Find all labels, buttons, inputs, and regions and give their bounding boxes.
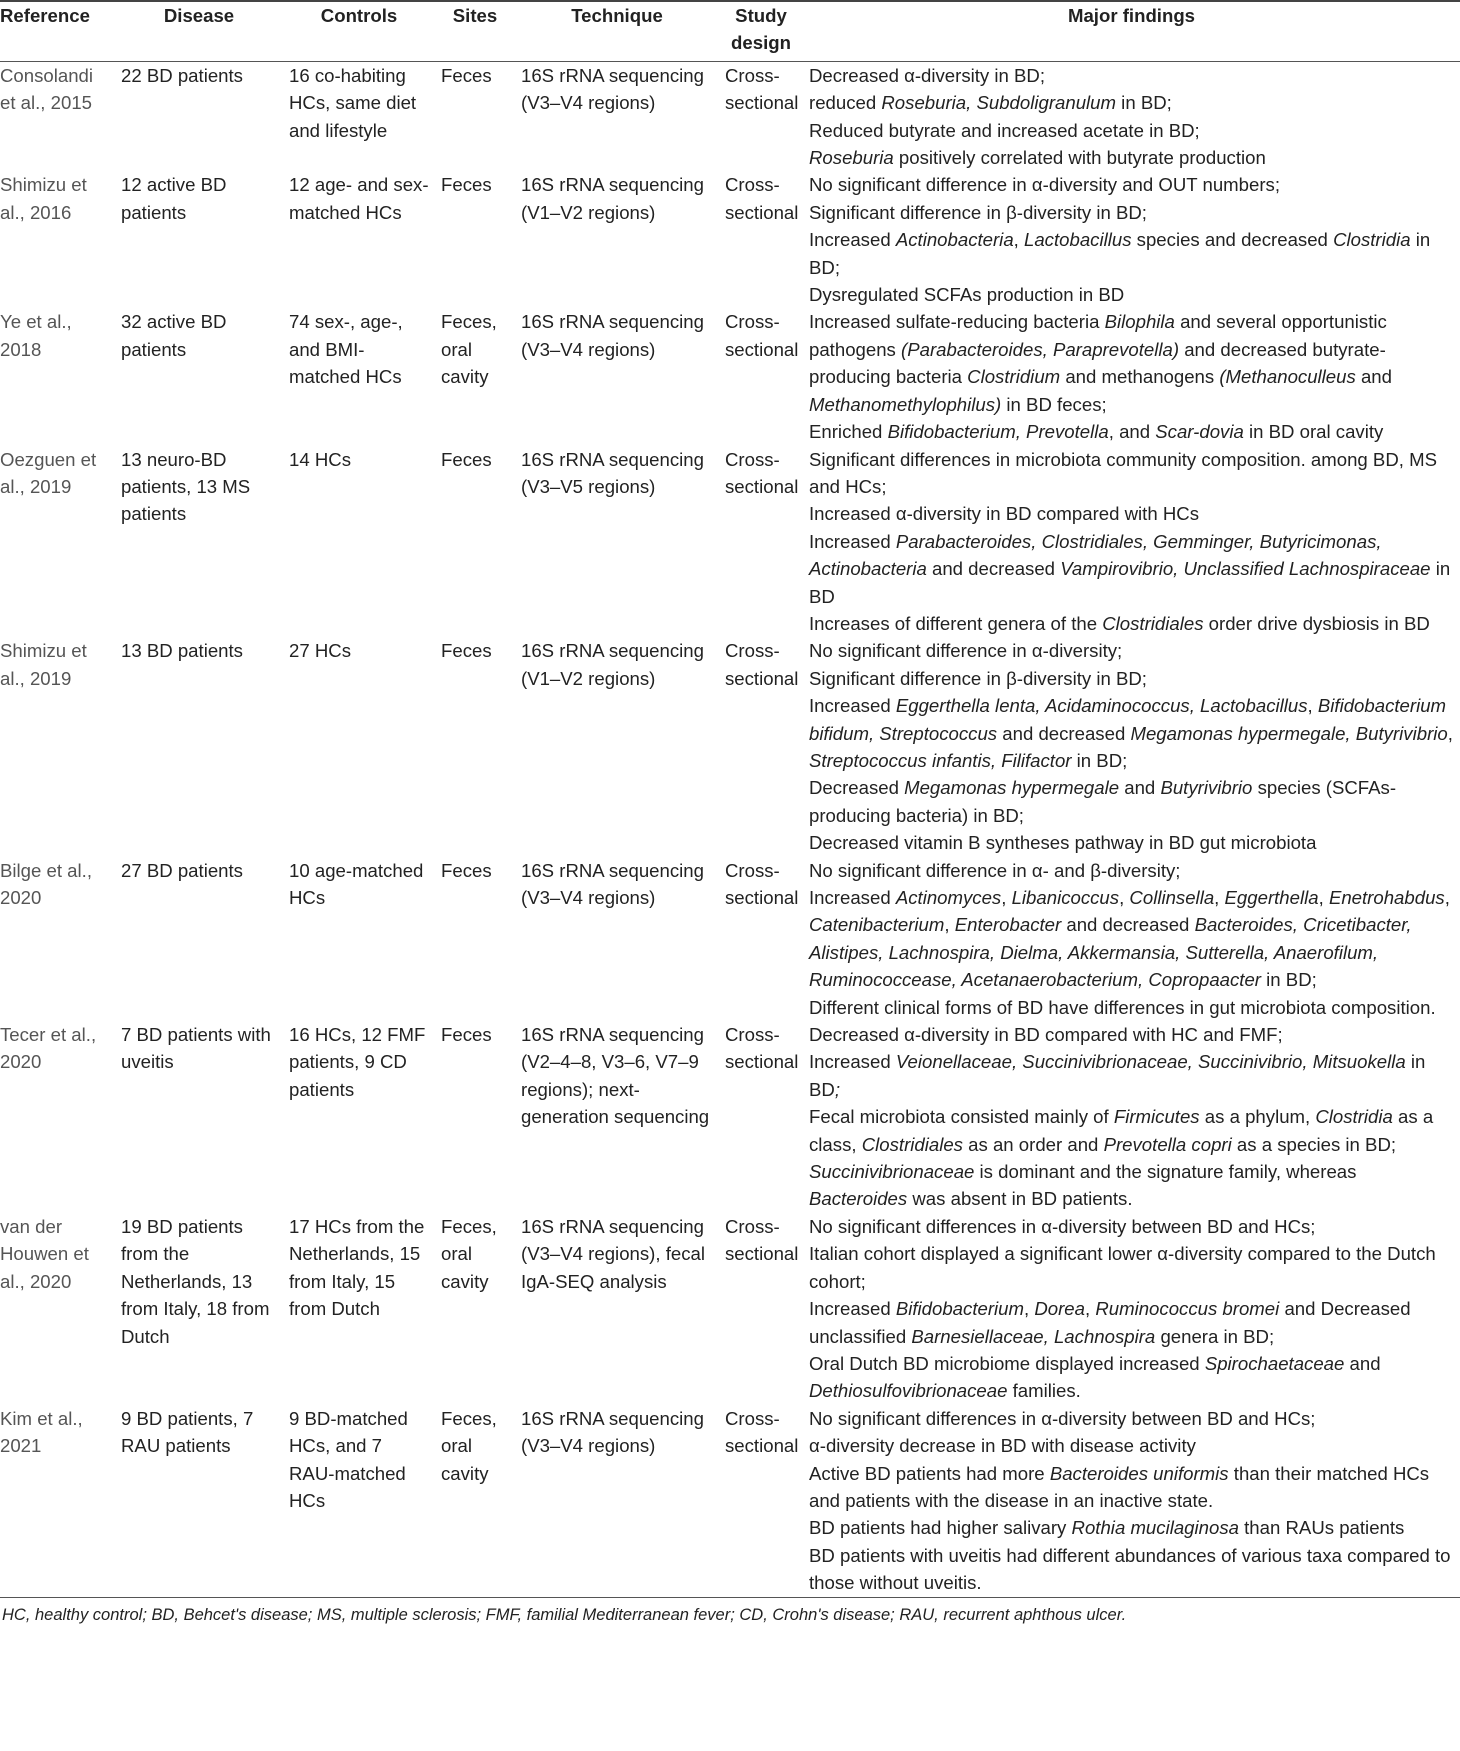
table-row [0,1405,1460,1597]
study-design-cell: Cross-sectional [725,1407,799,1457]
table-row [0,857,1460,1021]
study-design-cell: Cross-sectional [725,1215,799,1265]
technique-cell: 16S rRNA sequencing (V3–V4 regions) [521,311,704,360]
finding-line: Increased Actinomyces, Libanicoccus, Collinsella, Eggerthella, Enetrohabdus, Catenibacterium, Enterobacter and decreased Bacteroides, Cricetibacter, Alistipes, Lachnospira, Dielma, Akkermansia, Sutterella, Anaerofilum, Ruminococcease, Acetanaerobacterium, Copropaacter in BD; [809,887,1450,991]
study-design-cell: Cross-sectional [725,311,799,360]
reference-cell: Tecer et al., 2020 [0,1024,97,1073]
finding-line: Decreased α-diversity in BD compared with HC and FMF; [809,1024,1283,1046]
finding-line: Dysregulated SCFAs production in BD [809,284,1125,306]
disease-cell: 9 BD patients, 7 RAU patients [121,1407,254,1457]
finding-line: BD patients had higher salivary Rothia mucilaginosa than RAUs patients [809,1517,1405,1539]
disease-cell: 13 neuro-BD patients, 13 MS patients [121,448,251,525]
sites-cell: Feces [441,174,492,196]
controls-cell: 16 HCs, 12 FMF patients, 9 CD patients [289,1024,426,1100]
study-design-cell: Cross-sectional [725,448,799,497]
sites-cell: Feces [441,859,492,881]
sites-cell: Feces [441,640,492,662]
major-findings-cell [803,1021,1460,1213]
table-row [0,308,1460,445]
controls-cell: 16 co-habiting HCs, same diet and lifestyle [289,64,417,141]
finding-line: No significant difference in α-diversity; [809,640,1123,662]
finding-line: No significant differences in α-diversity between BD and HCs; [809,1407,1316,1429]
reference-cell: Oezguen et al., 2019 [0,448,97,497]
disease-cell: 12 active BD patients [121,174,227,223]
major-findings-cell [803,1405,1460,1597]
finding-line: Italian cohort displayed a significant lower α-diversity compared to the Dutch cohort; [809,1243,1436,1292]
sites-cell: Feces, oral cavity [441,1215,497,1292]
finding-line: Increases of different genera of the Clostridiales order drive dysbiosis in BD [809,612,1430,634]
controls-cell: 10 age-matched HCs [289,859,424,908]
table-row [0,61,1460,171]
table-footnote: HC, healthy control; BD, Behcet's disease; MS, multiple sclerosis; FMF, familial Mediterranean fever; CD, Crohn's disease; RAU, recurrent aphthous ulcer. [2,1605,1127,1624]
disease-cell: 32 active BD patients [121,311,227,360]
reference-cell: Shimizu et al., 2016 [0,174,87,223]
finding-line: Decreased Megamonas hypermegale and Butyrivibrio species (SCFAs-producing bacteria) in BD; [809,777,1397,826]
table-row [0,1213,1460,1405]
reference-cell: Ye et al., 2018 [0,311,72,360]
controls-cell: 12 age- and sex-matched HCs [289,174,429,223]
major-findings-cell [803,171,1460,308]
table-body [0,61,1460,1597]
finding-line: BD patients with uveitis had different abundances of various taxa compared to those without uveitis. [809,1544,1451,1594]
technique-cell: 16S rRNA sequencing (V3–V4 regions) [521,859,704,908]
reference-cell: Shimizu et al., 2019 [0,640,87,689]
table-row [0,1021,1460,1213]
technique-cell: 16S rRNA sequencing (V3–V4 regions) [521,1407,704,1457]
sites-cell: Feces, oral cavity [441,311,497,388]
finding-line: Significant differences in microbiota community composition. among BD, MS and HCs; [809,448,1437,497]
finding-line: Oral Dutch BD microbiome displayed increased Spirochaetaceae and Dethiosulfovibrionaceae families. [809,1352,1381,1402]
finding-line: Increased sulfate-reducing bacteria Bilophila and several opportunistic pathogens (Parabacteroides, Paraprevotella) and decreased butyrate-producing bacteria Clostridium and methanogens (Methanoculleus and Methanomethylophilus) in BD feces; [809,311,1392,415]
finding-line: Increased Veionellaceae, Succinivibrionaceae, Succinivibrio, Mitsuokella in BD; [809,1051,1426,1100]
major-findings-cell [803,61,1460,171]
header-disease: Disease [163,5,235,26]
finding-line: Increased Eggerthella lenta, Acidaminococcus, Lactobacillus, Bifidobacterium bifidum, Streptococcus and decreased Megamonas hypermegale, Butyrivibrio, Streptococcus infantis, Filifactor in BD; [809,695,1453,771]
finding-line: Roseburia positively correlated with butyrate production [809,147,1266,169]
disease-cell: 27 BD patients [121,859,243,881]
header-technique: Technique [571,5,663,26]
technique-cell: 16S rRNA sequencing (V3–V4 regions), fecal IgA-SEQ analysis [521,1215,705,1292]
finding-line: Decreased α-diversity in BD; [809,64,1046,86]
finding-line: Increased α-diversity in BD compared with HCs [809,503,1199,525]
sites-cell: Feces [441,1024,492,1046]
technique-cell: 16S rRNA sequencing (V3–V4 regions) [521,64,704,114]
finding-line: Enriched Bifidobacterium, Prevotella, and Scar-dovia in BD oral cavity [809,421,1384,443]
finding-line: Increased Actinobacteria, Lactobacillus species and decreased Clostridia in BD; [809,229,1431,278]
table-row [0,171,1460,308]
major-findings-cell [803,637,1460,856]
controls-cell: 9 BD-matched HCs, and 7 RAU-matched HCs [289,1407,408,1511]
sites-cell: Feces, oral cavity [441,1407,497,1484]
reference-cell: van der Houwen et al., 2020 [0,1215,89,1292]
disease-cell: 22 BD patients [121,64,243,86]
finding-line: Decreased vitamin B syntheses pathway in BD gut microbiota [809,832,1317,854]
controls-cell: 74 sex-, age-, and BMI-matched HCs [289,311,403,388]
technique-cell: 16S rRNA sequencing (V1–V2 regions) [521,174,704,223]
study-design-cell: Cross-sectional [725,1024,799,1073]
controls-cell: 17 HCs from the Netherlands, 15 from Italy, 15 from Dutch [289,1215,425,1320]
disease-cell: 13 BD patients [121,640,243,662]
study-design-cell: Cross-sectional [725,640,799,689]
major-findings-cell [803,308,1460,445]
header-study-design: Study design [731,5,791,54]
sites-cell: Feces [441,448,492,470]
reference-cell: Consolandi et al., 2015 [0,64,94,114]
technique-cell: 16S rRNA sequencing (V2–4–8, V3–6, V7–9 regions); next-generation sequencing [521,1024,710,1128]
finding-line: Fecal microbiota consisted mainly of Firmicutes as a phylum, Clostridia as a class, Clostridiales as an order and Prevotella copri as a species in BD; Succinivibrionaceae is dominant and the signature family, whereas Bacteroides was absent in BD patients. [809,1106,1434,1210]
finding-line: Active BD patients had more Bacteroides uniformis than their matched HCs and patients with the disease in an inactive state. [809,1462,1430,1511]
header-sites: Sites [452,5,498,26]
technique-cell: 16S rRNA sequencing (V3–V5 regions) [521,448,704,497]
finding-line: Significant difference in β-diversity in BD; [809,667,1147,689]
header-reference: Reference [0,5,90,26]
table-row [0,637,1460,856]
major-findings-cell [803,1213,1460,1405]
study-design-cell: Cross-sectional [725,174,799,223]
disease-cell: 7 BD patients with uveitis [121,1024,271,1073]
finding-line: Significant difference in β-diversity in BD; [809,201,1147,223]
major-findings-cell [803,857,1460,1021]
reference-cell: Kim et al., 2021 [0,1407,83,1457]
controls-cell: 14 HCs [289,448,352,470]
finding-line: Increased Parabacteroides, Clostridiales, Gemminger, Butyricimonas, Actinobacteria and decreased Vampirovibrio, Unclassified Lachnospiraceae in BD [809,530,1451,607]
study-design-cell: Cross-sectional [725,859,799,908]
disease-cell: 19 BD patients from the Netherlands, 13 from Italy, 18 from Dutch [121,1215,270,1347]
major-findings-cell [803,446,1460,638]
finding-line: Different clinical forms of BD have differences in gut microbiota composition. [809,996,1436,1018]
finding-line: α-diversity decrease in BD with disease activity [809,1435,1196,1457]
table-header [0,1,1460,61]
header-controls: Controls [320,5,398,26]
finding-line: Reduced butyrate and increased acetate in BD; [809,119,1200,141]
technique-cell: 16S rRNA sequencing (V1–V2 regions) [521,640,704,689]
study-design-cell: Cross-sectional [725,64,799,114]
header-major-findings: Major findings [1067,5,1196,26]
controls-cell: 27 HCs [289,640,352,662]
sites-cell: Feces [441,64,492,86]
finding-line: No significant difference in α-diversity and OUT numbers; [809,174,1280,196]
finding-line: Increased Bifidobacterium, Dorea, Ruminococcus bromei and Decreased unclassified Barnesiellaceae, Lachnospira genera in BD; [809,1298,1411,1347]
reference-cell: Bilge et al., 2020 [0,859,92,908]
finding-line: No significant difference in α- and β-diversity; [809,859,1181,881]
finding-line: reduced Roseburia, Subdoligranulum in BD; [809,92,1172,114]
finding-line: No significant differences in α-diversity between BD and HCs; [809,1215,1316,1237]
table-row [0,446,1460,638]
